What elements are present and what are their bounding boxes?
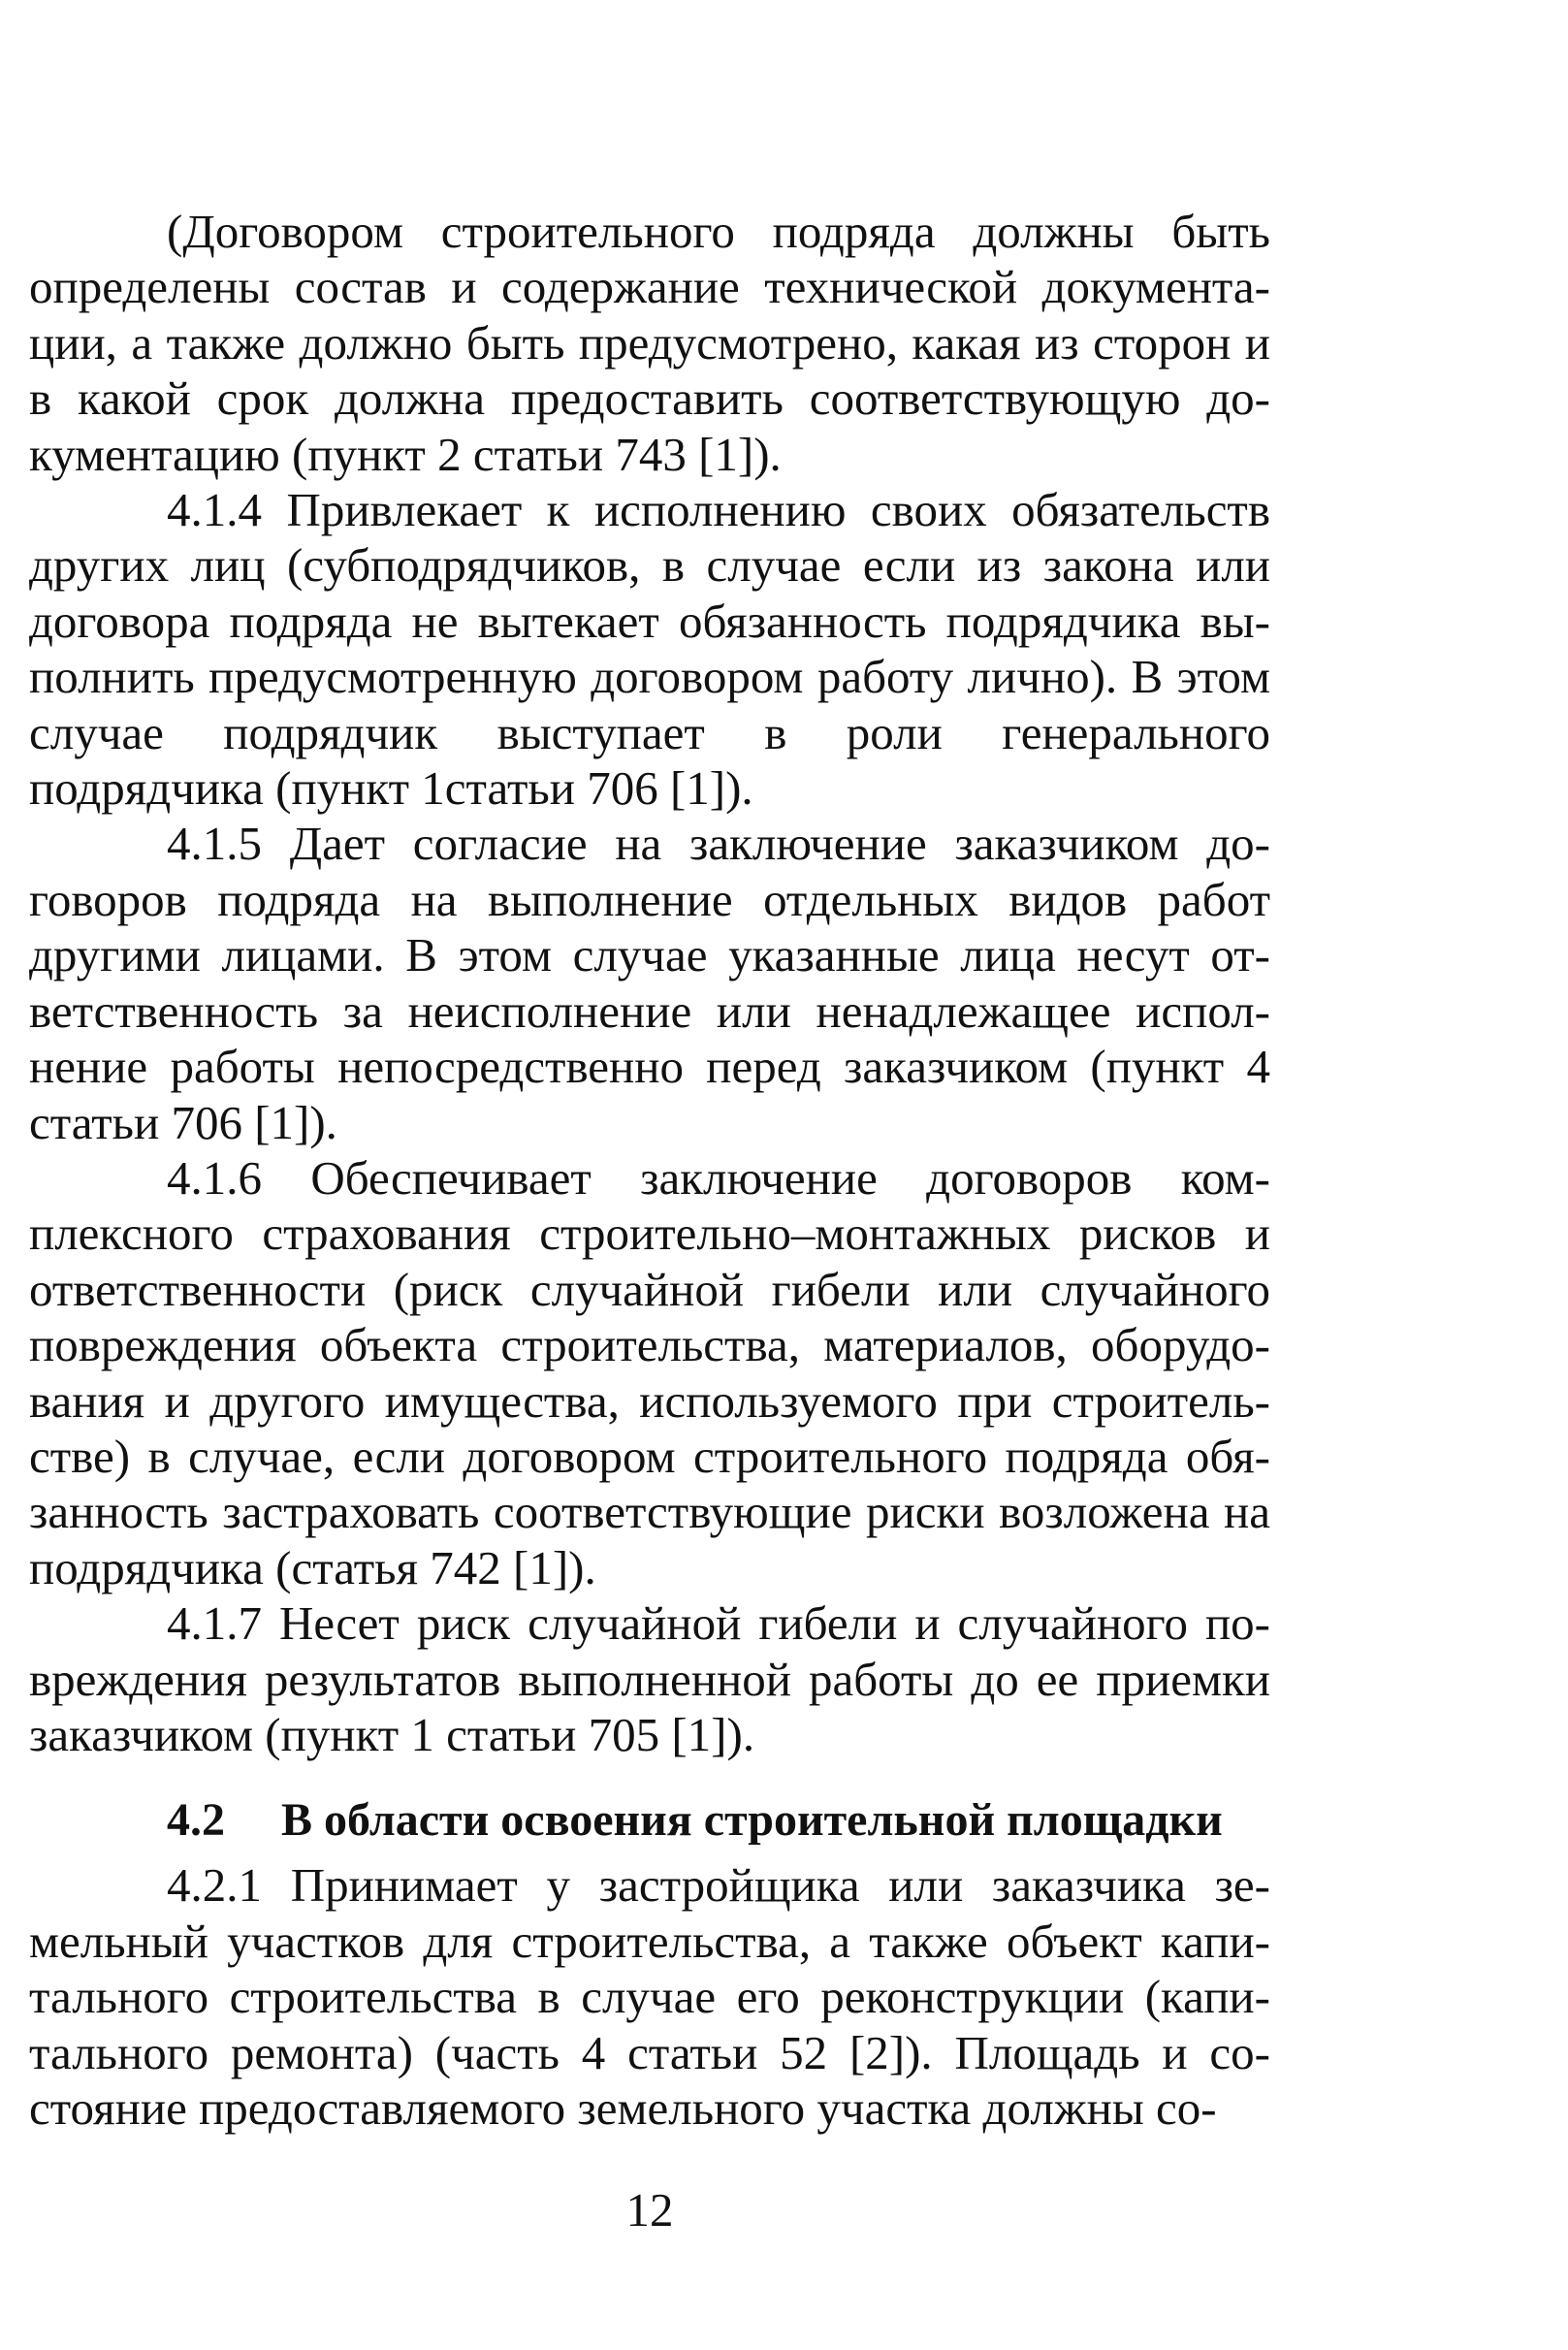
- section-heading-4-2: [29, 1791, 1270, 1850]
- section-number: 4.2: [167, 1794, 225, 1847]
- paragraph-4-1-7: 4.1.7 Несет риск случайной гибели и случайного повреждения результатов выполненной работы до ее приемки заказчиком (пункт 1 статьи 705 [1]).: [29, 1596, 1270, 1761]
- body-text: [29, 204, 1270, 2136]
- paragraph-4-1-5: 4.1.5 Дает согласие на заключение заказчиком договоров подряда на выполнение отдельных видов работ другими лицами. В этом случае указанные лица несут ответственность за неисполнение или ненадлежащее исполнение работы непосредственно перед заказчиком (пункт 4 статьи 706 [1]).: [29, 817, 1270, 1149]
- paragraph-4-2-1: 4.2.1 Принимает у застройщика или заказчика земельный участков для строительства, а также объект капитального строительства в случае его реконструкции (капитального ремонта) (часть 4 статьи 52 [2]). Площадь и состояние предоставляемого земельного участка должны со-: [29, 1858, 1270, 2135]
- paragraph-4-1-6: 4.1.6 Обеспечивает заключение договоров комплексного страхования строительно–монтажных рисков и ответственности (риск случайной гибели или случайного повреждения объекта строительства, материалов, оборудования и другого имущества, используемого при строительстве) в случае, если договором строительного подряда обязанность застраховать соответствующие риски возложена на подрядчика (статья 742 [1]).: [29, 1150, 1270, 1594]
- section-title: В области освоения строительной площадки: [281, 1794, 1223, 1847]
- paragraph-tech-documentation: (Договором строительного подряда должны быть определены состав и содержание технической документации, а также должно быть предусмотрено, какая из сторон и в какой срок должна предоставить соответствующую документацию (пункт 2 статьи 743 [1]).: [29, 205, 1270, 481]
- paragraph-4-1-4: 4.1.4 Привлекает к исполнению своих обязательств других лиц (субподрядчиков, в случае если из закона или договора подряда не вытекает обязанность подрядчика выполнить предусмотренную договором работу лично). В этом случае подрядчик выступает в роли генерального подрядчика (пункт 1статьи 706 [1]).: [29, 483, 1270, 816]
- page-number: 12: [625, 2183, 674, 2237]
